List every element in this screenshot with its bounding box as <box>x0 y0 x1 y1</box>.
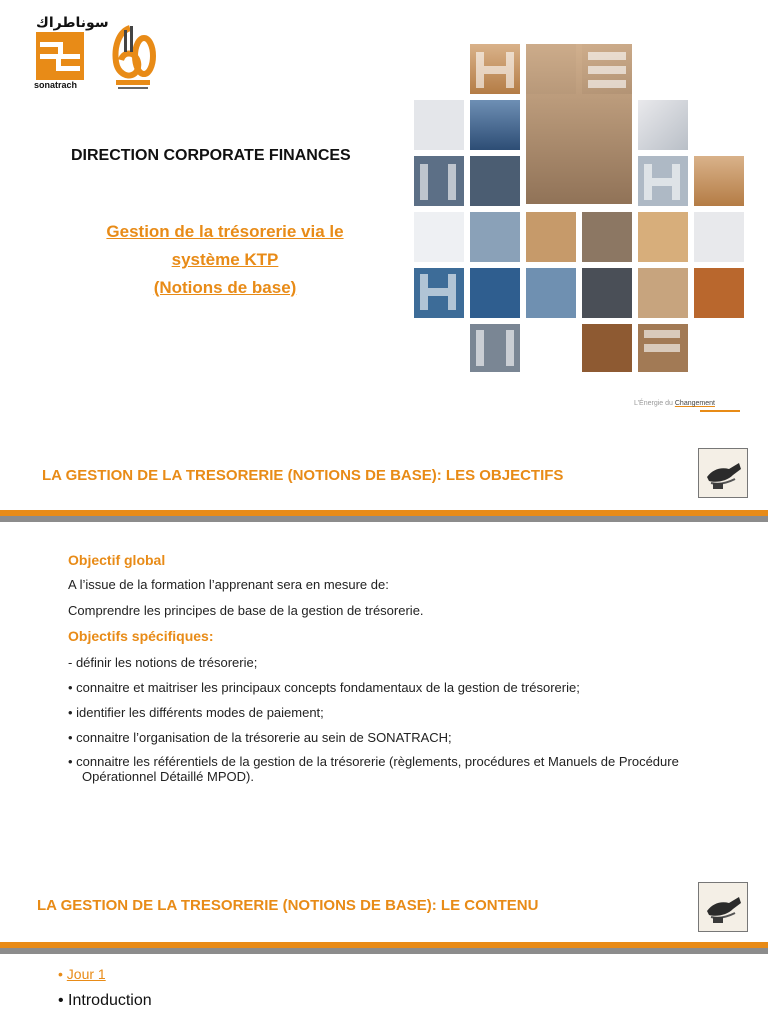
objectives-heading: LA GESTION DE LA TRESORERIE (NOTIONS DE BASE): LES OBJECTIFS <box>42 467 564 484</box>
day-bullet: • <box>58 966 63 982</box>
subtitle-line-1: Gestion de la trésorerie via le <box>106 222 344 241</box>
tagline-prefix: L’Énergie du <box>634 400 673 407</box>
specific-objectives-title: Objectifs spécifiques: <box>68 628 214 644</box>
specific-objective-item: • connaitre et maitriser les principaux concepts fondamentaux de la gestion de trésorerie; <box>68 680 580 695</box>
sonatrach-arabic-logo-text: سوناطراك <box>36 14 109 30</box>
subtitle-line-3: (Notions de base) <box>153 278 297 297</box>
specific-objective-item: - définir les notions de trésorerie; <box>68 655 258 670</box>
content-heading: LA GESTION DE LA TRESORERIE (NOTIONS DE BASE): LE CONTENU <box>37 897 539 914</box>
handshake-thumbnail-icon <box>698 448 748 498</box>
sonatrach-logo-label: sonatrach <box>34 80 78 90</box>
introduction-item: • Introduction <box>58 992 152 1009</box>
page-title: DIRECTION CORPORATE FINANCES <box>71 147 351 164</box>
slide2-divider-grey <box>0 516 768 522</box>
specific-objective-item: • identifier les différents modes de paiement; <box>68 705 324 720</box>
global-objective-line-1: A l’issue de la formation l’apprenant sera en mesure de: <box>68 577 389 592</box>
anniversary-number <box>0 0 1 1</box>
tagline <box>634 400 715 407</box>
anniversary-60-emblem <box>108 22 158 94</box>
day-label: Jour 1 <box>66 966 106 982</box>
tagline-highlight: Changement <box>674 400 715 407</box>
subtitle-line-2: système KTP <box>171 250 279 269</box>
global-objective-line-2: Comprendre les principes de base de la gestion de trésorerie. <box>68 603 424 618</box>
day-1-label <box>58 966 106 982</box>
slide3-divider-grey <box>0 948 768 954</box>
specific-objective-item: • connaitre l’organisation de la trésorerie au sein de SONATRACH; <box>68 730 452 745</box>
specific-objective-item: • connaitre les référentiels de la gestion de la trésorerie (règlements, procédures et Manuels de Procédure Opérationnel Détaillé MPOD). <box>68 754 679 784</box>
handshake-thumbnail-icon <box>698 882 748 932</box>
tagline-underline <box>700 410 740 412</box>
global-objective-title: Objectif global <box>68 552 166 568</box>
sonatrach-logo-icon <box>36 32 84 80</box>
presentation-subtitle <box>70 218 380 302</box>
industrial-photo-mosaic <box>414 44 748 372</box>
